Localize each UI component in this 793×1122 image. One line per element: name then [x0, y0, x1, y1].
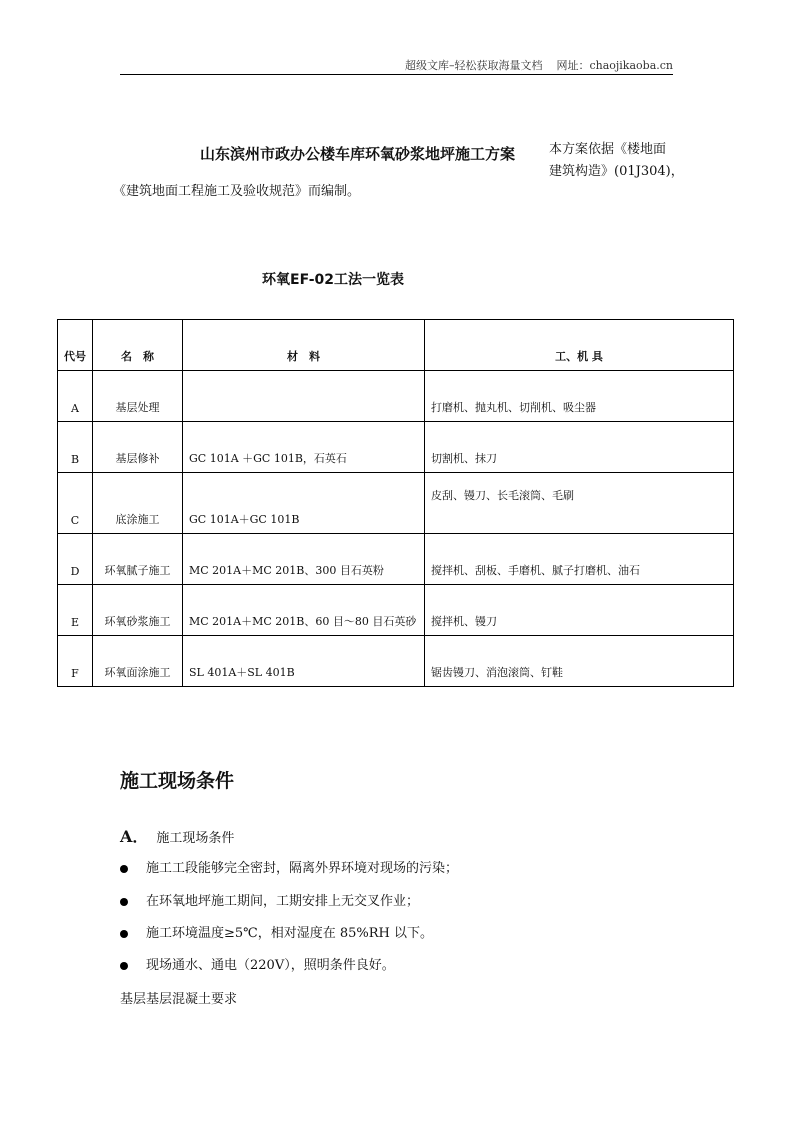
cell-code: F: [58, 636, 93, 687]
header-url: 网址：chaojikaoba.cn: [556, 59, 673, 72]
cell-name: 基层修补: [93, 422, 183, 473]
subsection-heading: [120, 824, 234, 847]
cell-name: 底涂施工: [93, 473, 183, 534]
next-heading: 基层基层混凝土要求: [120, 992, 238, 1007]
subsection-title: 施工现场条件: [156, 831, 235, 846]
table-title: 环氧EF-02工法一览表: [262, 272, 404, 288]
cell-name: 环氧砂浆施工: [93, 585, 183, 636]
bullet-icon: [120, 898, 128, 906]
bullet-icon: [120, 962, 128, 970]
cell-material: GC 101A＋GC 101B: [183, 473, 425, 534]
cell-tools: 锯齿镘刀、消泡滚筒、钉鞋: [425, 636, 734, 687]
header-site: 超级文库–轻松获取海量文档: [404, 59, 543, 72]
bullet-icon: [120, 930, 128, 938]
cell-code: B: [58, 422, 93, 473]
page-header: [391, 57, 673, 73]
cell-tools: 搅拌机、镘刀: [425, 585, 734, 636]
intro-line-1: 本方案依据《楼地面: [549, 142, 667, 157]
col-tools: 工、机 具: [425, 320, 734, 371]
list-item-text: 施工环境温度≥5℃，相对湿度在 85%RH 以下。: [146, 926, 433, 941]
cell-code: D: [58, 534, 93, 585]
doc-title: 山东滨州市政办公楼车库环氧砂浆地坪施工方案: [200, 145, 516, 163]
list-item: [120, 890, 419, 909]
table-row: [58, 473, 734, 534]
subsection-letter: A．: [120, 827, 149, 846]
cell-tools: 切割机、抹刀: [425, 422, 734, 473]
col-material: 材 料: [183, 320, 425, 371]
col-code: 代号: [58, 320, 93, 371]
cell-tools: 打磨机、抛丸机、切削机、吸尘器: [425, 371, 734, 422]
list-item: [120, 954, 395, 973]
list-item: [120, 857, 458, 876]
cell-name: 环氧面涂施工: [93, 636, 183, 687]
bullet-icon: [120, 865, 128, 873]
method-table: [57, 319, 734, 687]
header-rule: [120, 74, 673, 75]
cell-name: 环氧腻子施工: [93, 534, 183, 585]
section-heading: 施工现场条件: [120, 770, 235, 792]
cell-tools: 皮刮、镘刀、长毛滚筒、毛刷: [425, 473, 734, 534]
cell-name: 基层处理: [93, 371, 183, 422]
cell-tools: 搅拌机、刮板、手磨机、腻子打磨机、油石: [425, 534, 734, 585]
table-header-row: [58, 320, 734, 371]
intro-line-3: 《建筑地面工程施工及验收规范》而编制。: [113, 184, 361, 199]
cell-material: [183, 371, 425, 422]
list-item: [120, 922, 433, 941]
cell-code: C: [58, 473, 93, 534]
cell-material: SL 401A＋SL 401B: [183, 636, 425, 687]
cell-material: MC 201A＋MC 201B、300 目石英粉: [183, 534, 425, 585]
cell-material: GC 101A ＋GC 101B，石英石: [183, 422, 425, 473]
list-item-text: 施工工段能够完全密封，隔离外界环境对现场的污染；: [146, 861, 459, 876]
table-row: [58, 636, 734, 687]
cell-code: E: [58, 585, 93, 636]
intro-line-2: 建筑构造》(01J304)，: [549, 164, 684, 179]
table-row: [58, 371, 734, 422]
table-row: [58, 534, 734, 585]
col-name: 名 称: [93, 320, 183, 371]
list-item-text: 现场通水、通电（220V），照明条件良好。: [146, 958, 395, 973]
cell-code: A: [58, 371, 93, 422]
table-row: [58, 585, 734, 636]
table-row: [58, 422, 734, 473]
cell-material: MC 201A＋MC 201B、60 目～80 目石英砂: [183, 585, 425, 636]
list-item-text: 在环氧地坪施工期间，工期安排上无交叉作业；: [146, 894, 420, 909]
